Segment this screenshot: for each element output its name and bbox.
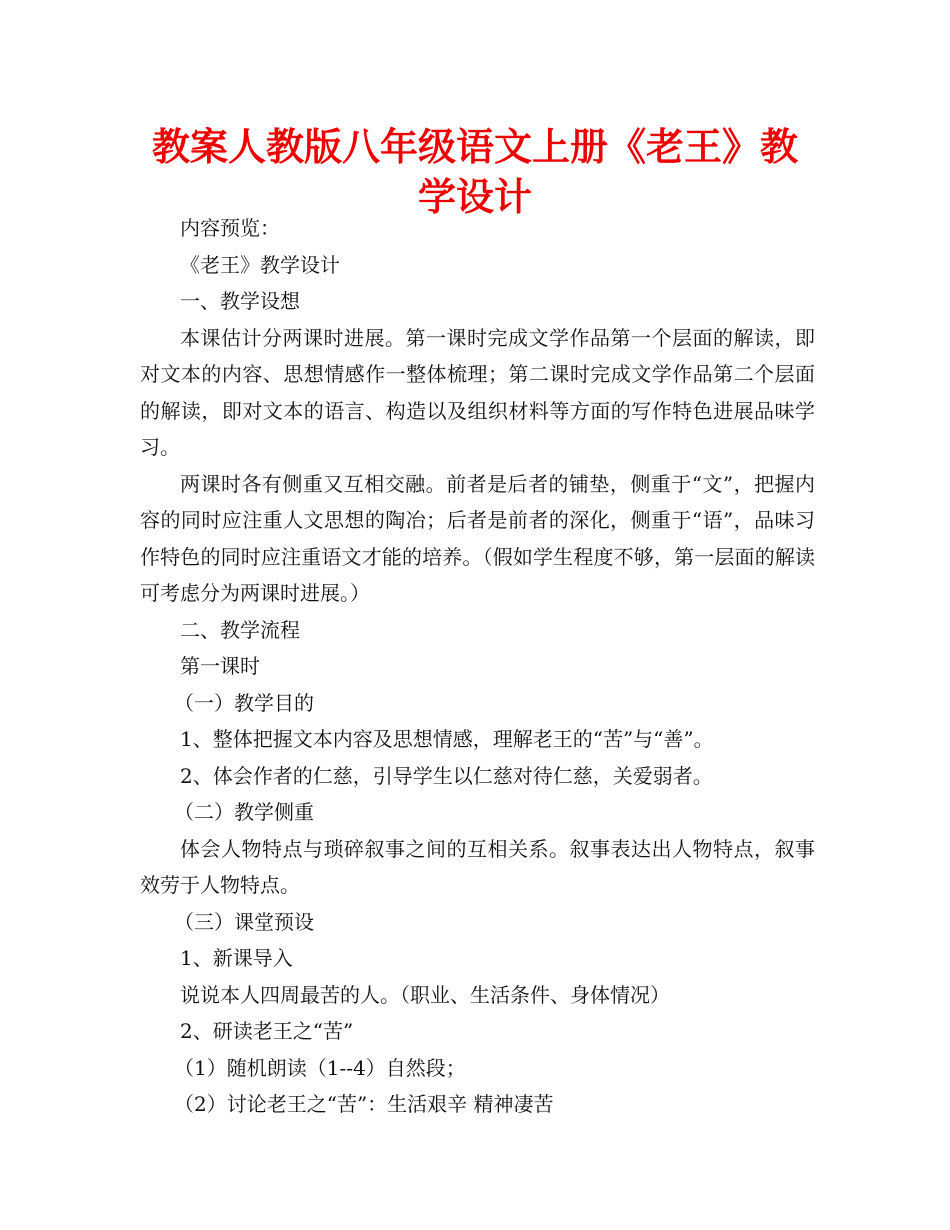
subheading-objectives: （一）教学目的 — [174, 690, 314, 715]
document-title: 教案人教版八年级语文上册《老王》教学设计 — [151, 125, 798, 219]
paragraph-preview-label: 内容预览： — [180, 216, 280, 240]
plan-step-2-item-2: （2）讨论老王之“苦”：生活艰辛 精神凄苦 — [174, 1092, 554, 1116]
objective-item-1: 1、整体把握文本内容及思想情感，理解老王的“苦”与“善”。 — [180, 727, 714, 751]
section-heading-design: 一、教学设想 — [180, 289, 300, 313]
plan-step-1-detail: 说说本人四周最苦的人。（职业、生活条件、身体情况） — [180, 982, 670, 1007]
paragraph-design-2: 两课时各有侧重又互相交融。前者是后者的铺垫，侧重于“文”，把握内容的同时应注重人文思想的陶冶；后者是前者的深化，侧重于“语”，品味习作特色的同时应注重语文才能的培养。（假如学生程度不够，第一层面的解读可考虑分为两课时进展。） — [140, 471, 815, 605]
subheading-focus: （二）教学侧重 — [174, 800, 314, 824]
plan-step-1: 1、新课导入 — [180, 946, 293, 970]
section-heading-process: 二、教学流程 — [180, 617, 300, 642]
plan-step-2-item-1: （1）随机朗读（1--4）自然段； — [174, 1055, 466, 1080]
document-body — [140, 210, 815, 1123]
subheading-plan: （三）课堂预设 — [174, 909, 314, 934]
paragraph-subtitle: 《老王》教学设计 — [180, 252, 340, 277]
objective-item-2: 2、体会作者的仁慈，引导学生以仁慈对待仁慈，关爱弱者。 — [180, 763, 713, 788]
lesson-heading-first: 第一课时 — [180, 654, 260, 678]
paragraph-focus: 体会人物特点与琐碎叙事之间的互相关系。叙事表达出人物特点，叙事效劳于人物特点。 — [140, 836, 815, 897]
plan-step-2: 2、研读老王之“苦” — [180, 1019, 354, 1043]
paragraph-design-1: 本课估计分两课时进展。第一课时完成文学作品第一个层面的解读，即对文本的内容、思想情感作一整体梳理；第二课时完成文学作品第二个层面的解读，即对文本的语言、构造以及组织材料等方面的写作特色进展品味学习。 — [140, 325, 815, 459]
